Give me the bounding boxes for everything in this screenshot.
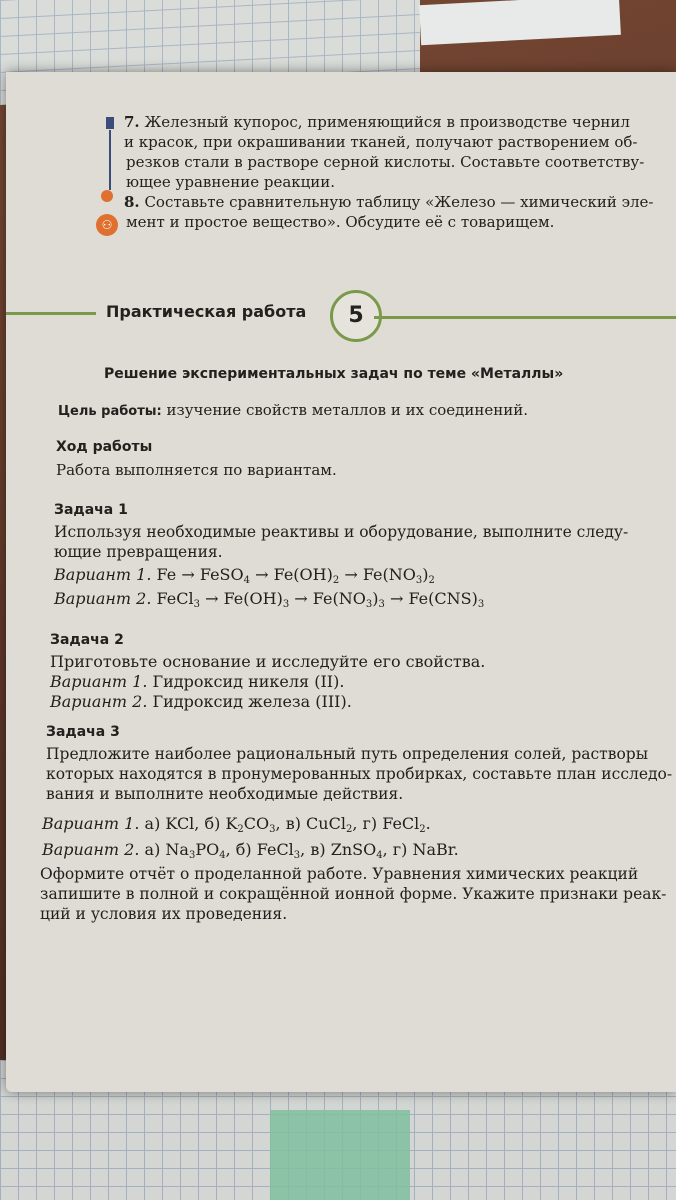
zadacha1-variant2: Вариант 2. FeCl$_3$ → $Fe(OH)_3 \to Fe(NO_3)_3 \to Fe(CNS)_3$ (54, 589, 485, 610)
green-folder (270, 1110, 410, 1200)
zadacha2-variant2: Вариант 2. Гидроксид железа (III). (50, 692, 352, 711)
zadacha2-title: Задача 2 (50, 632, 124, 648)
zadacha1-line-1: Используя необходимые реактивы и оборудование, выполните следу- (54, 523, 629, 541)
progress-label: Ход работы (56, 439, 153, 455)
zadacha3-variant2: Вариант 2. а) $Na_3PO_4$, б) FeCl$_3$, в) ZnSO$_4$, г) NaBr. (42, 840, 459, 861)
zadacha3-title: Задача 3 (46, 724, 120, 740)
discussion-icon: ⚇ (96, 214, 118, 236)
task7-line-4: ющее уравнение реакции. (126, 173, 336, 191)
zadacha2-intro: Приготовьте основание и исследуйте его свойства. (50, 652, 486, 671)
task8-line-2: мент и простое вещество». Обсудите её с товарищем. (126, 213, 555, 231)
section-title: Практическая работа (106, 302, 307, 321)
zadacha1-line-2: ющие превращения. (54, 543, 223, 561)
report-line-1: Оформите отчёт о проделанной работе. Уравнения химических реакций (40, 865, 639, 883)
section-rule-right (374, 316, 676, 319)
task-marker-line (109, 130, 111, 190)
orange-dot-icon (101, 190, 113, 202)
progress-text: Работа выполняется по вариантам. (56, 461, 337, 479)
task7-line-3: резков стали в растворе серной кислоты. Составьте соответству- (126, 153, 645, 171)
textbook-page (6, 72, 676, 1092)
zadacha2-variant1: Вариант 1. Гидроксид никеля (II). (50, 672, 345, 691)
task7-line-2: и красок, при окрашивании тканей, получают растворением об- (124, 133, 638, 151)
goal-line: Цель работы: изучение свойств металлов и их соединений. (58, 401, 528, 419)
report-line-2: запишите в полной и сокращённой ионной форме. Укажите признаки реак- (40, 885, 667, 903)
zadacha3-line-1: Предложите наиболее рациональный путь определения солей, растворы (46, 745, 649, 763)
section-number-badge: 5 (330, 290, 382, 342)
zadacha3-line-3: вания и выполните необходимые действия. (46, 785, 404, 803)
zadacha1-title: Задача 1 (54, 502, 128, 518)
task8-line-1: 8. Составьте сравнительную таблицу «Железо — химический эле- (124, 193, 654, 211)
report-line-3: ций и условия их проведения. (40, 905, 288, 923)
zadacha1-variant1: Вариант 1. Fe → FeSO$_4$ → $Fe(OH)_2 \to Fe(NO_3)_2$ (54, 565, 435, 586)
zadacha3-variant1: Вариант 1. а) KCl, б) $K_2CO_3$, в) CuCl$_2$, г) FeCl$_2$. (42, 814, 431, 835)
zadacha3-line-2: которых находятся в пронумерованных пробирках, составьте план исследо- (46, 765, 673, 783)
task-marker-icon (106, 117, 114, 129)
section-rule-left (6, 312, 96, 315)
task7-line-1: 7. Железный купорос, применяющийся в производстве чернил (124, 113, 630, 131)
work-heading: Решение экспериментальных задач по теме «Металлы» (104, 366, 564, 382)
